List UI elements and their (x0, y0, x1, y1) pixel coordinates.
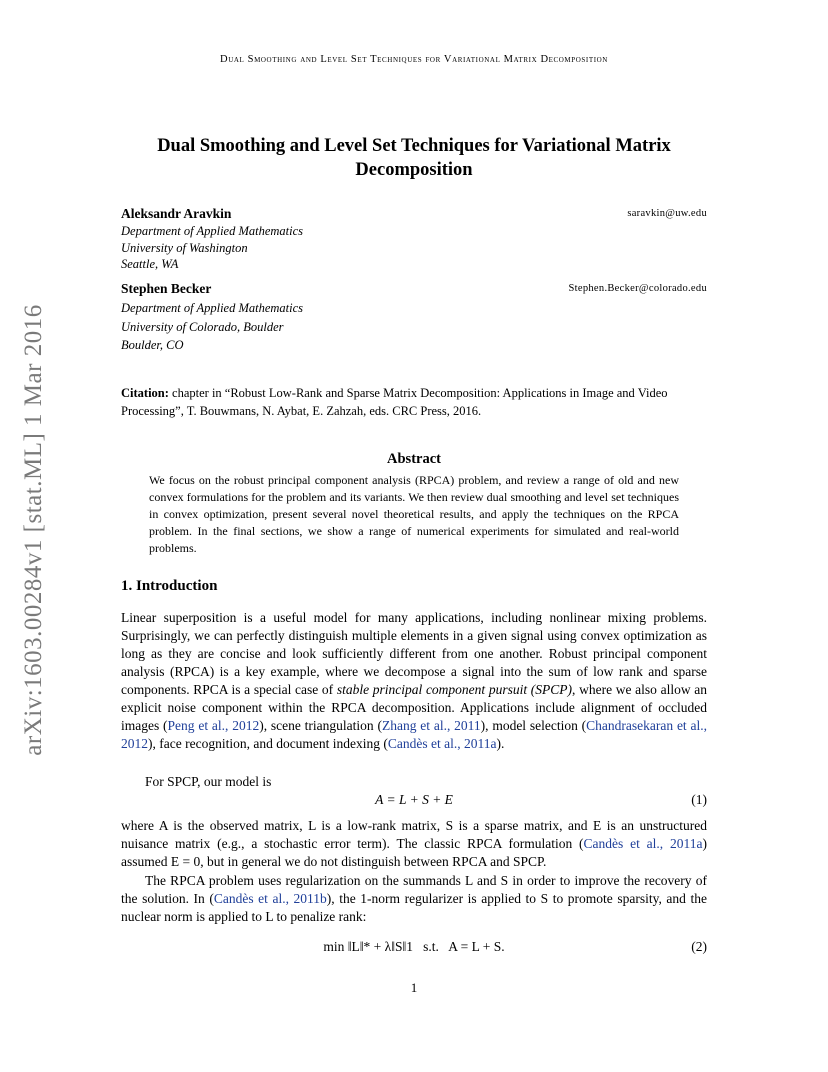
citation-link[interactable]: Candès et al., 2011b (213, 891, 327, 906)
author-2-name: Stephen Becker (121, 281, 212, 296)
author-2-city: Boulder, CO (121, 338, 184, 352)
para1-text-4: ), model selection ( (480, 718, 587, 733)
author-2-university: University of Colorado, Boulder (121, 319, 284, 334)
citation-text: chapter in “Robust Low-Rank and Sparse Matrix Decomposition: Applications in Image and Video Processing”, T. Bouwmans, N. Aybat, E. Zahzah, eds. CRC Press, 2016. (121, 386, 668, 418)
intro-paragraph-2: For SPCP, our model is (145, 774, 272, 789)
para1-text-3: ), scene triangulation ( (259, 718, 382, 733)
author-1-affiliation (121, 223, 303, 273)
para1-text-6: ). (496, 736, 505, 751)
page-number: 1 (410, 980, 418, 995)
equation-2-number: (2) (691, 939, 707, 954)
para4-text-1: The RPCA problem uses regularization on the summands L and S in order to improve the recovery of the solution. In ( (121, 873, 707, 906)
citation (121, 384, 707, 420)
para3-text-2: ) assumed E = 0, but in general we do not distinguish between RPCA and SPCP. (121, 836, 707, 869)
author-2-email: Stephen.Becker@colorado.edu (568, 283, 707, 294)
para1-text-5: ), face recognition, and document indexing ( (148, 736, 388, 751)
citation-link[interactable]: Chandrasekaran et al., 2012 (121, 718, 707, 751)
equation-1 (121, 792, 707, 810)
equation-1-number: (1) (691, 792, 707, 807)
section-title: 1. Introduction (121, 578, 218, 594)
citation-link[interactable]: Candès et al., 2011a (387, 736, 497, 751)
author-1-department: Department of Applied Mathematics (121, 224, 304, 238)
equation-2-body: min ‖L‖* + λ‖S‖1 s.t. A = L + S. (323, 939, 505, 954)
arxiv-side-stamp: arXiv:1603.00284v1 [stat.ML] 1 Mar 2016 (20, 304, 47, 756)
citation-label: Citation: (121, 386, 169, 400)
abstract-body: We focus on the robust principal component analysis (RPCA) problem, and review a range of old and new convex formulations for the problem and its variants. We then review dual smoothing and level set techniques in convex optimization, present several novel theoretical results, and apply the techniques on the RPCA problem. In the final sections, we show a range of numerical experiments for simulated and real-world problems. (149, 473, 679, 555)
citation-link[interactable]: Candès et al., 2011a (583, 836, 703, 851)
intro-paragraph-1 (121, 609, 707, 753)
author-1-city: Seattle, WA (121, 257, 179, 271)
running-header: Dual Smoothing and Level Set Techniques for Variational Matrix Decomposition (220, 54, 608, 65)
para4-text-2: ), the 1-norm regularizer is applied to S to promote sparsity, and the nuclear norm is applied to L to penalize rank: (121, 891, 707, 924)
abstract-title: Abstract (387, 451, 441, 467)
author-1-email: saravkin@uw.edu (627, 208, 707, 219)
author-2-affiliation (121, 299, 303, 355)
para3-text-1: where A is the observed matrix, L is a low-rank matrix, S is a sparse matrix, and E is an unstructured nuisance matrix (e.g., a stochastic error term). The classic RPCA formulation ( (121, 818, 707, 851)
author-1-university: University of Washington (121, 240, 248, 255)
intro-paragraph-4 (121, 872, 707, 926)
para1-text-1: Linear superposition is a useful model for many applications, including nonlinear mixing problems. Surprisingly, we can perfectly distinguish multiple elements in a given signal using convex optimization as long as they are concise and look sufficiently different from one another. Robust principal component analysis (RPCA) is a key example, where we decompose a signal into the sum of low rank and sparse components. RPCA is a special case of (121, 610, 707, 697)
author-2-department: Department of Applied Mathematics (121, 301, 304, 315)
para1-text-2: , where we also allow an explicit noise component within the RPCA decomposition. Applications include alignment of occluded images ( (121, 682, 707, 733)
paper-title: Dual Smoothing and Level Set Techniques for Variational Matrix Decomposition (157, 136, 671, 180)
citation-link[interactable]: Peng et al., 2012 (167, 718, 260, 733)
equation-1-body: A = L + S + E (375, 792, 453, 807)
para1-emphasis: stable principal component pursuit (SPCP) (336, 682, 573, 697)
citation-link[interactable]: Zhang et al., 2011 (381, 718, 481, 733)
intro-paragraph-3 (121, 817, 707, 871)
equation-2 (121, 939, 707, 957)
author-1-name: Aleksandr Aravkin (121, 206, 232, 221)
